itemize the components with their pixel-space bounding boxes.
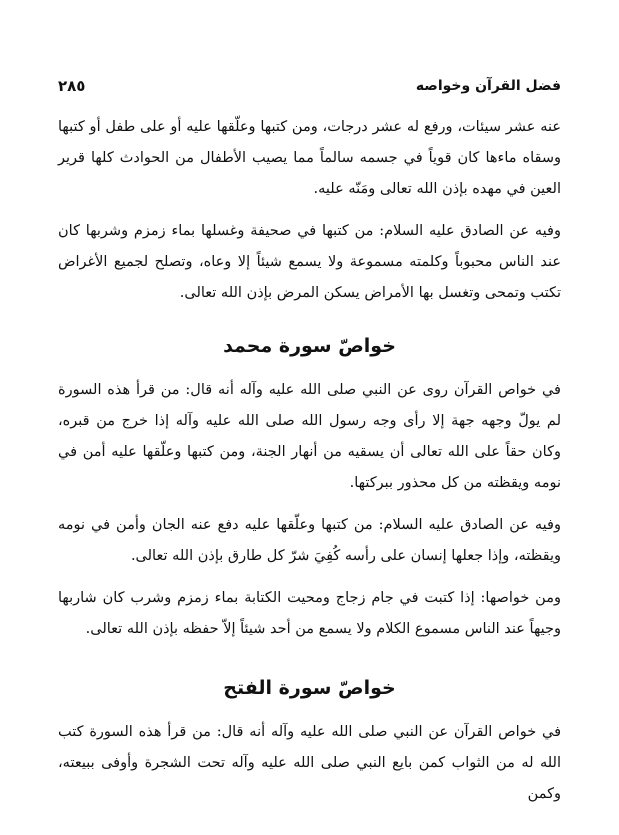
paragraph-6: في خواص القرآن عن النبي صلى الله عليه وآله أنه قال: من قرأ هذه السورة كتب الله له من الثواب كمن بايع النبي صلى الله عليه وآله تحت الشجرة وأوفى ببيعته، وكمن bbox=[58, 724, 561, 802]
paragraph-5: ومن خواصها: إذا كتبت في جام زجاج ومحيت الكتابة بماء زمزم وشرب كان شاربها وجيهاً عند الناس مسموع الكلام ولا يسمع من أحد شيئاً إلاّ حفظه بإذن الله تعالى. bbox=[58, 590, 561, 637]
page-body bbox=[58, 112, 561, 810]
page-header bbox=[58, 72, 561, 100]
page-number: ٢٨٥ bbox=[58, 77, 86, 95]
paragraph-3: في خواص القرآن روى عن النبي صلى الله عليه وآله أنه قال: من قرأ هذه السورة لم يولّ وجهه جهة إلا رأى وجه رسول الله صلى الله عليه وآله إذا خرج من قبره، وكان حقاً على الله تعالى أن يسقيه من أنهار الجنة، ومن كتبها وعلّقها عليه أمن في نومه ويقظته من كل محذور ببركتها. bbox=[58, 382, 561, 491]
section-heading-muhammad: خواصّ سورة محمد bbox=[223, 335, 396, 357]
section-heading-fath: خواصّ سورة الفتح bbox=[223, 677, 396, 699]
paragraph-1: عنه عشر سيئات، ورفع له عشر درجات، ومن كتبها وعلّقها عليه أو على طفل أو كتبها وسقاه ماءها كان قوياً في جسمه سالماً مما يصيب الأطفال من الحوادث كلها قرير العين في مهده بإذن الله تعالى ومَنّه عليه. bbox=[58, 119, 561, 197]
paragraph-2: وفيه عن الصادق عليه السلام: من كتبها في صحيفة وغسلها بماء زمزم وشربها كان عند الناس محبوباً وكلمته مسموعة ولا يسمع شيئاً إلا وعاه، وتصلح لجميع الأغراض تكتب وتمحى وتغسل بها الأمراض يسكن المرض بإذن الله تعالى. bbox=[58, 223, 561, 301]
paragraph-4: وفيه عن الصادق عليه السلام: من كتبها وعلّقها عليه دفع عنه الجان وأمن في نومه ويقظته، وإذا جعلها إنسان على رأسه كُفِيَ شرّ كل طارق بإذن الله تعالى. bbox=[58, 517, 561, 564]
running-title: فضل القرآن وخواصه bbox=[415, 78, 561, 94]
